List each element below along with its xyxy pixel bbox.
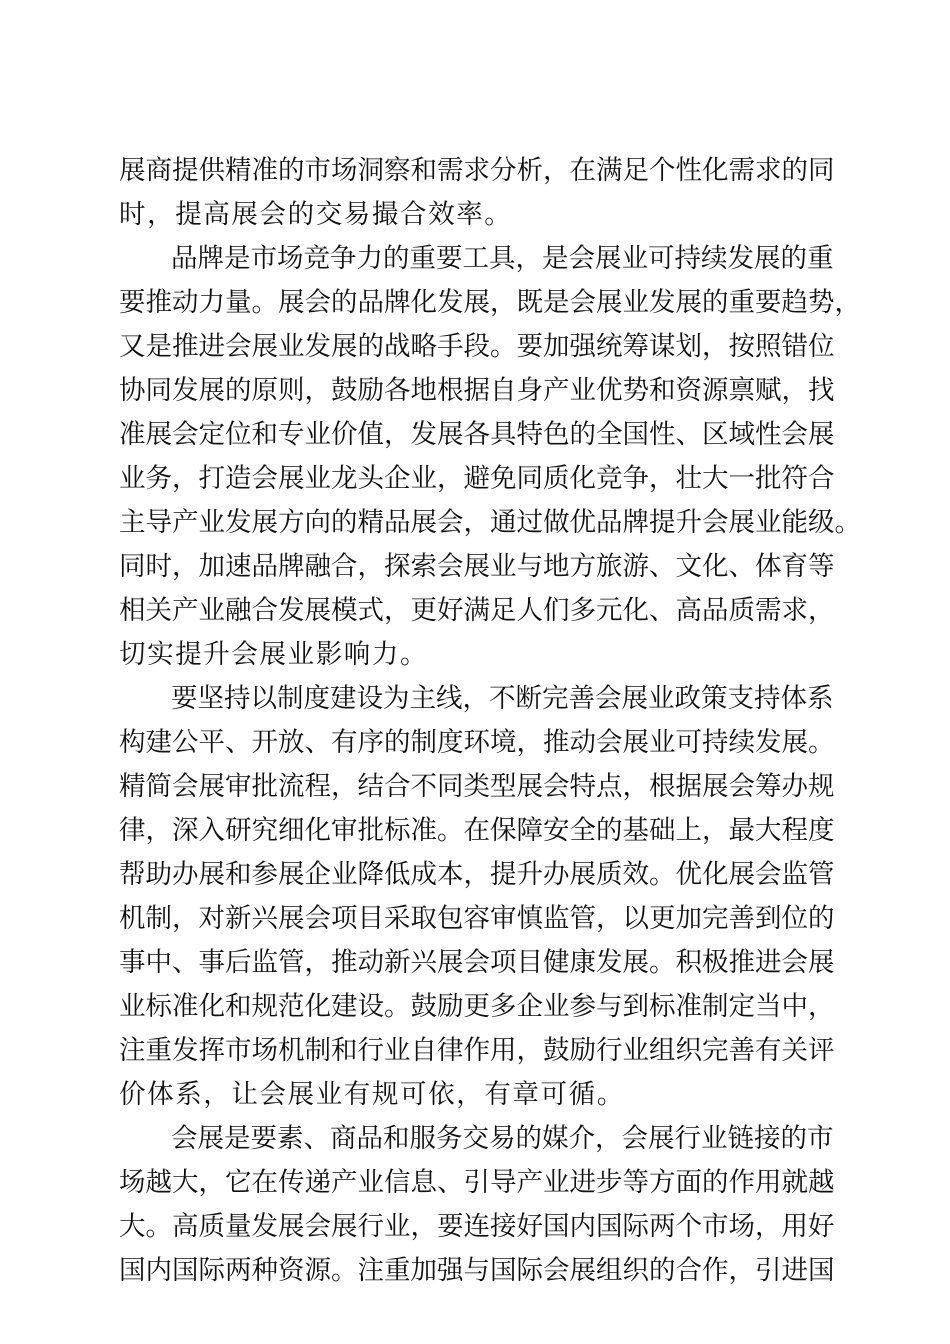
text-line: 律，深入研究细化审批标准。在保障安全的基础上，最大程度: [119, 815, 835, 846]
paragraph-first-line: 会展是要素、商品和服务交易的媒介，会展行业链接的市: [171, 1123, 834, 1154]
text-line: 切实提升会展业影响力。: [119, 639, 429, 670]
text-line: 时，提高展会的交易撮合效率。: [119, 199, 513, 230]
text-line: 又是推进会展业发展的战略手段。要加强统筹谋划，按照错位: [119, 331, 835, 362]
text-line: 机制，对新兴展会项目采取包容审慎监管，以更加完善到位的: [119, 903, 835, 934]
text-line: 业标准化和规范化建设。鼓励更多企业参与到标准制定当中，: [119, 991, 835, 1022]
text-line: 业务，打造会展业龙头企业，避免同质化竞争，壮大一批符合: [119, 463, 835, 494]
text-line: 帮助办展和参展企业降低成本，提升办展质效。优化展会监管: [119, 859, 835, 890]
text-line: 要推动力量。展会的品牌化发展，既是会展业发展的重要趋势，: [119, 287, 861, 318]
text-line: 大。高质量发展会展行业，要连接好国内国际两个市场，用好: [119, 1211, 835, 1242]
paragraph-first-line: 品牌是市场竞争力的重要工具，是会展业可持续发展的重: [171, 243, 834, 274]
text-line: 注重发挥市场机制和行业自律作用，鼓励行业组织完善有关评: [119, 1035, 835, 1066]
text-line: 价体系，让会展业有规可依，有章可循。: [119, 1079, 625, 1110]
text-line: 场越大，它在传递产业信息、引导产业进步等方面的作用就越: [119, 1167, 835, 1198]
text-line: 同时，加速品牌融合，探索会展业与地方旅游、文化、体育等: [119, 551, 835, 582]
text-line: 相关产业融合发展模式，更好满足人们多元化、高品质需求，: [119, 595, 835, 626]
text-line: 协同发展的原则，鼓励各地根据自身产业优势和资源禀赋，找: [119, 375, 835, 406]
text-line: 事中、事后监管，推动新兴展会项目健康发展。积极推进会展: [119, 947, 835, 978]
text-line: 国内国际两种资源。注重加强与国际会展组织的合作，引进国: [119, 1255, 835, 1286]
text-line: 精简会展审批流程，结合不同类型展会特点，根据展会筹办规: [119, 771, 835, 802]
text-line: 准展会定位和专业价值，发展各具特色的全国性、区域性会展: [119, 419, 835, 450]
text-line: 构建公平、开放、有序的制度环境，推动会展业可持续发展。: [119, 727, 835, 758]
text-line: 主导产业发展方向的精品展会，通过做优品牌提升会展业能级。: [119, 507, 861, 538]
paragraph-first-line: 要坚持以制度建设为主线，不断完善会展业政策支持体系: [171, 683, 834, 714]
text-line: 展商提供精准的市场洞察和需求分析，在满足个性化需求的同: [119, 155, 835, 186]
